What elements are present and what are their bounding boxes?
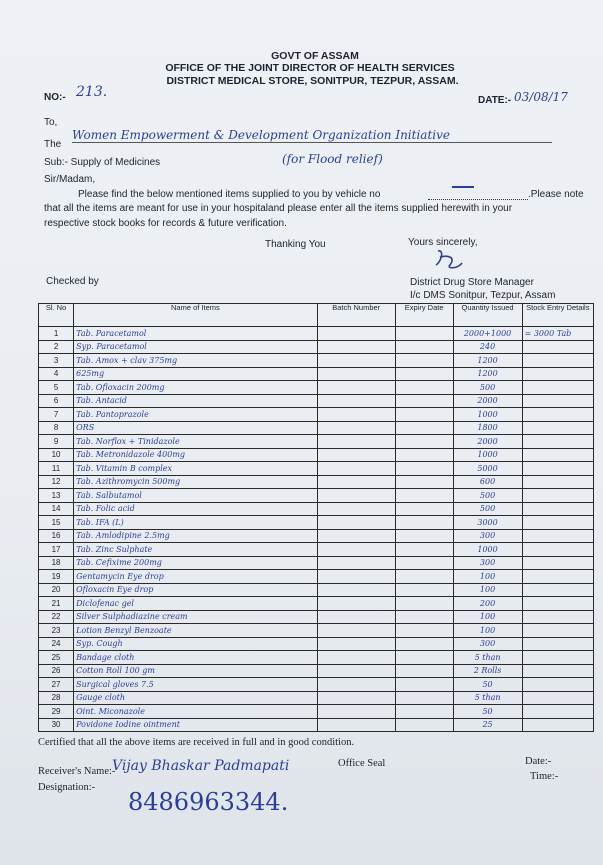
cell-quantity: 200	[453, 597, 522, 611]
cell-stock	[522, 367, 593, 381]
cell-sl: 28	[39, 691, 74, 705]
date-label: DATE:-	[478, 95, 512, 106]
cell-batch	[317, 381, 395, 395]
cell-item-name: Lotion Benzyl Benzoate	[74, 624, 318, 638]
cell-item-name: Gentamycin Eye drop	[74, 570, 318, 584]
cell-item-name: Syp. Paracetamol	[74, 340, 318, 354]
cell-sl: 23	[39, 624, 74, 638]
cell-expiry	[395, 691, 453, 705]
col-sl: Sl. No	[39, 304, 74, 327]
header-govt: GOVT OF ASSAM	[271, 50, 359, 62]
office-seal: Office Seal	[338, 758, 386, 769]
cell-expiry	[395, 664, 453, 678]
table-row	[39, 502, 594, 516]
cell-sl: 17	[39, 543, 74, 557]
subject-note: (for Flood relief)	[282, 152, 383, 166]
cell-item-name: Cotton Roll 100 gm	[74, 664, 318, 678]
table-row	[39, 394, 594, 408]
cell-stock	[522, 597, 593, 611]
cell-batch	[317, 421, 395, 435]
cell-batch	[317, 529, 395, 543]
table-row	[39, 367, 594, 381]
designation-label: Designation:-	[38, 782, 96, 793]
table-row	[39, 327, 594, 341]
salutation: Sir/Madam,	[44, 174, 96, 185]
cell-item-name: Tab. Amlodipine 2.5mg	[74, 529, 318, 543]
cell-quantity: 1000	[453, 448, 522, 462]
cell-item-name: Tab. Cefixime 200mg	[74, 556, 318, 570]
manager-signature	[430, 247, 470, 273]
cell-expiry	[395, 354, 453, 368]
col-quantity: Quantity Issued	[453, 304, 522, 327]
recipient-name: Women Empowerment & Development Organization Initiative	[72, 128, 552, 143]
table-row	[39, 475, 594, 489]
cell-item-name: Bandage cloth	[74, 651, 318, 665]
cell-stock	[522, 489, 593, 503]
cell-batch	[317, 610, 395, 624]
cell-batch	[317, 502, 395, 516]
receiver-name: Vijay Bhaskar Padmapati	[112, 758, 290, 774]
manager-title: District Drug Store Manager	[410, 277, 534, 288]
cell-sl: 19	[39, 570, 74, 584]
cell-sl: 8	[39, 421, 74, 435]
table-row	[39, 354, 594, 368]
cell-sl: 27	[39, 678, 74, 692]
cell-expiry	[395, 678, 453, 692]
cell-expiry	[395, 408, 453, 422]
cell-item-name: Tab. Azithromycin 500mg	[74, 475, 318, 489]
cell-item-name: Diclofenac gel	[74, 597, 318, 611]
cell-stock	[522, 516, 593, 530]
cell-quantity: 2 Rolls	[453, 664, 522, 678]
cell-expiry	[395, 516, 453, 530]
cell-stock	[522, 340, 593, 354]
cell-stock	[522, 651, 593, 665]
table-row	[39, 462, 594, 476]
table-row	[39, 556, 594, 570]
cell-expiry	[395, 367, 453, 381]
cell-batch	[317, 624, 395, 638]
cell-quantity: 1800	[453, 421, 522, 435]
cell-batch	[317, 691, 395, 705]
cell-item-name: Syp. Cough	[74, 637, 318, 651]
cell-item-name: Tab. Amox + clav 375mg	[74, 354, 318, 368]
cell-stock	[522, 475, 593, 489]
cell-quantity: 300	[453, 637, 522, 651]
items-table	[38, 303, 594, 732]
cell-stock	[522, 408, 593, 422]
table-row	[39, 408, 594, 422]
cell-expiry	[395, 435, 453, 449]
cell-sl: 25	[39, 651, 74, 665]
table-row	[39, 678, 594, 692]
cell-item-name: Gauge cloth	[74, 691, 318, 705]
cell-sl: 12	[39, 475, 74, 489]
cell-item-name: Surgical gloves 7.5	[74, 678, 318, 692]
certified-text: Certified that all the above items are received in full and in good condition.	[38, 737, 355, 748]
cell-stock	[522, 394, 593, 408]
cell-stock	[522, 664, 593, 678]
cell-batch	[317, 516, 395, 530]
cell-quantity: 600	[453, 475, 522, 489]
cell-quantity: 5000	[453, 462, 522, 476]
cell-stock	[522, 624, 593, 638]
cell-expiry	[395, 705, 453, 719]
table-row	[39, 664, 594, 678]
cell-quantity: 1200	[453, 354, 522, 368]
col-expiry: Expiry Date	[395, 304, 453, 327]
cell-batch	[317, 664, 395, 678]
cell-quantity: 100	[453, 570, 522, 584]
cell-expiry	[395, 502, 453, 516]
checked-by: Checked by	[46, 276, 99, 287]
cell-stock	[522, 570, 593, 584]
header-store: DISTRICT MEDICAL STORE, SONITPUR, TEZPUR, ASSAM.	[166, 75, 459, 87]
cell-expiry	[395, 624, 453, 638]
vehicle-no-blank	[428, 199, 528, 200]
cell-batch	[317, 408, 395, 422]
cell-batch	[317, 678, 395, 692]
cell-expiry	[395, 556, 453, 570]
cell-batch	[317, 448, 395, 462]
cell-expiry	[395, 475, 453, 489]
cell-stock	[522, 381, 593, 395]
cell-sl: 30	[39, 718, 74, 732]
cell-item-name: ORS	[74, 421, 318, 435]
cell-batch	[317, 705, 395, 719]
cell-quantity: 300	[453, 556, 522, 570]
cell-stock	[522, 610, 593, 624]
cell-stock	[522, 691, 593, 705]
ref-no-label: NO:-	[44, 92, 66, 103]
cell-item-name: Tab. Paracetamol	[74, 327, 318, 341]
cell-sl: 18	[39, 556, 74, 570]
cell-batch	[317, 651, 395, 665]
to-label: To,	[44, 117, 58, 128]
cell-stock	[522, 556, 593, 570]
cell-stock	[522, 462, 593, 476]
cell-sl: 1	[39, 327, 74, 341]
cell-quantity: 100	[453, 583, 522, 597]
cell-item-name: Ofloxacin Eye drop	[74, 583, 318, 597]
cell-expiry	[395, 570, 453, 584]
cell-expiry	[395, 327, 453, 341]
cell-sl: 24	[39, 637, 74, 651]
cell-item-name: Tab. Antacid	[74, 394, 318, 408]
cell-batch	[317, 394, 395, 408]
cell-stock	[522, 705, 593, 719]
table-row	[39, 610, 594, 624]
cell-batch	[317, 367, 395, 381]
table-row	[39, 381, 594, 395]
cell-batch	[317, 543, 395, 557]
body-line3: respective stock books for records & future verification.	[44, 218, 287, 229]
subject: Sub:- Supply of Medicines	[44, 157, 161, 168]
cell-batch	[317, 354, 395, 368]
cell-batch	[317, 462, 395, 476]
cell-expiry	[395, 381, 453, 395]
cell-item-name: Tab. Norflox + Tinidazole	[74, 435, 318, 449]
table-row	[39, 651, 594, 665]
cell-stock	[522, 543, 593, 557]
table-row	[39, 435, 594, 449]
cell-sl: 11	[39, 462, 74, 476]
cell-sl: 14	[39, 502, 74, 516]
cell-batch	[317, 489, 395, 503]
yours-sincerely: Yours sincerely,	[408, 237, 478, 248]
cell-expiry	[395, 421, 453, 435]
cell-batch	[317, 327, 395, 341]
table-row	[39, 624, 594, 638]
cell-expiry	[395, 543, 453, 557]
col-name: Name of Items	[74, 304, 318, 327]
cell-stock	[522, 435, 593, 449]
cell-expiry	[395, 718, 453, 732]
cell-item-name: Oint. Miconazole	[74, 705, 318, 719]
cell-item-name: Tab. Zinc Sulphate	[74, 543, 318, 557]
manager-office: I/c DMS Sonitpur, Tezpur, Assam	[410, 290, 556, 301]
cell-item-name: Silver Sulphadiazine cream	[74, 610, 318, 624]
cell-item-name: Tab. Folic acid	[74, 502, 318, 516]
table-row	[39, 448, 594, 462]
vehicle-dash-mark	[452, 186, 474, 188]
cell-stock	[522, 678, 593, 692]
body-line2: that all the items are meant for use in your hospitaland please enter all the items supplied herewith in your	[44, 203, 513, 214]
body-line1-end: .Please note	[528, 189, 584, 200]
table-row	[39, 543, 594, 557]
cell-quantity: 500	[453, 502, 522, 516]
cell-quantity: 25	[453, 718, 522, 732]
cell-sl: 3	[39, 354, 74, 368]
cell-expiry	[395, 637, 453, 651]
cell-stock	[522, 354, 593, 368]
cell-sl: 15	[39, 516, 74, 530]
cell-batch	[317, 475, 395, 489]
cell-stock	[522, 502, 593, 516]
table-row	[39, 718, 594, 732]
table-row	[39, 570, 594, 584]
cell-quantity: 500	[453, 489, 522, 503]
cell-item-name: Tab. Salbutamol	[74, 489, 318, 503]
cell-item-name: Tab. Metronidazole 400mg	[74, 448, 318, 462]
table-row	[39, 489, 594, 503]
cell-expiry	[395, 529, 453, 543]
table-row	[39, 529, 594, 543]
table-row	[39, 691, 594, 705]
cell-batch	[317, 570, 395, 584]
cell-quantity: 100	[453, 624, 522, 638]
cell-batch	[317, 435, 395, 449]
cell-batch	[317, 637, 395, 651]
cell-item-name: Tab. Ofloxacin 200mg	[74, 381, 318, 395]
cell-sl: 4	[39, 367, 74, 381]
cell-expiry	[395, 340, 453, 354]
cell-quantity: 2000+1000	[453, 327, 522, 341]
body-line1: Please find the below mentioned items supplied to you by vehicle no	[78, 189, 381, 200]
cell-batch	[317, 556, 395, 570]
cell-quantity: 1200	[453, 367, 522, 381]
cell-item-name: Povidone Iodine ointment	[74, 718, 318, 732]
cell-batch	[317, 718, 395, 732]
cell-stock	[522, 448, 593, 462]
cell-item-name: Tab. Vitamin B complex	[74, 462, 318, 476]
cell-expiry	[395, 583, 453, 597]
cell-sl: 22	[39, 610, 74, 624]
cell-quantity: 3000	[453, 516, 522, 530]
cell-quantity: 5 than	[453, 651, 522, 665]
phone-number: 8486963344.	[128, 788, 289, 816]
col-stock: Stock Entry Details	[522, 304, 593, 327]
col-batch: Batch Number	[317, 304, 395, 327]
table-row	[39, 705, 594, 719]
cell-quantity: 2000	[453, 435, 522, 449]
time-label: Time:-	[530, 771, 559, 782]
cell-item-name: Tab. IFA (L)	[74, 516, 318, 530]
cell-batch	[317, 340, 395, 354]
cell-sl: 13	[39, 489, 74, 503]
cell-sl: 26	[39, 664, 74, 678]
cell-stock	[522, 718, 593, 732]
cell-batch	[317, 597, 395, 611]
cell-sl: 20	[39, 583, 74, 597]
cell-expiry	[395, 394, 453, 408]
receiver-label: Receiver's Name:-	[38, 766, 116, 777]
cell-quantity: 1000	[453, 543, 522, 557]
cell-item-name: Tab. Pantoprazole	[74, 408, 318, 422]
cell-sl: 9	[39, 435, 74, 449]
date-label-footer: Date:-	[525, 756, 552, 767]
cell-sl: 6	[39, 394, 74, 408]
cell-quantity: 5 than	[453, 691, 522, 705]
table-row	[39, 583, 594, 597]
table-row	[39, 637, 594, 651]
cell-item-name: 625mg	[74, 367, 318, 381]
the-label: The	[44, 139, 62, 150]
ref-no-value: 213.	[76, 84, 108, 100]
cell-sl: 7	[39, 408, 74, 422]
cell-quantity: 50	[453, 705, 522, 719]
cell-quantity: 2000	[453, 394, 522, 408]
cell-expiry	[395, 489, 453, 503]
thanking-you: Thanking You	[265, 239, 326, 250]
cell-expiry	[395, 597, 453, 611]
cell-quantity: 1000	[453, 408, 522, 422]
cell-quantity: 100	[453, 610, 522, 624]
header-office: OFFICE OF THE JOINT DIRECTOR OF HEALTH SERVICES	[165, 62, 455, 74]
cell-expiry	[395, 448, 453, 462]
cell-sl: 21	[39, 597, 74, 611]
cell-sl: 2	[39, 340, 74, 354]
cell-stock: = 3000 Tab	[522, 327, 593, 341]
table-header-row	[39, 304, 594, 327]
cell-quantity: 500	[453, 381, 522, 395]
table-row	[39, 516, 594, 530]
cell-expiry	[395, 462, 453, 476]
cell-sl: 5	[39, 381, 74, 395]
cell-stock	[522, 637, 593, 651]
table-row	[39, 340, 594, 354]
cell-quantity: 50	[453, 678, 522, 692]
cell-stock	[522, 421, 593, 435]
cell-quantity: 300	[453, 529, 522, 543]
cell-batch	[317, 583, 395, 597]
table-row	[39, 421, 594, 435]
cell-sl: 29	[39, 705, 74, 719]
cell-expiry	[395, 651, 453, 665]
cell-quantity: 240	[453, 340, 522, 354]
cell-sl: 10	[39, 448, 74, 462]
date-value: 03/08/17	[514, 90, 568, 104]
cell-stock	[522, 583, 593, 597]
cell-stock	[522, 529, 593, 543]
cell-expiry	[395, 610, 453, 624]
cell-sl: 16	[39, 529, 74, 543]
table-row	[39, 597, 594, 611]
